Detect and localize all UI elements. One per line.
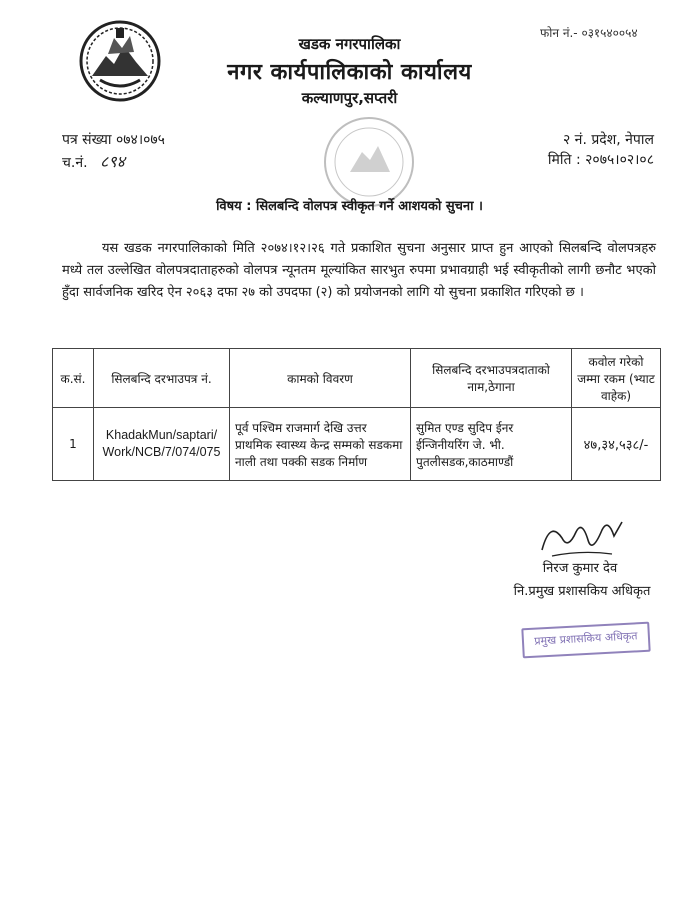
cell-bid-no: KhadakMun/saptari/ Work/NCB/7/074/075 (94, 408, 230, 481)
header-bid-no: सिलबन्दि दरभाउपत्र नं. (94, 349, 230, 408)
bid-table (52, 348, 661, 481)
header-amount: कवोल गरेको जम्मा रकम (भ्याट वाहेक) (572, 349, 661, 408)
province-line: २ नं. प्रदेश, नेपाल (562, 132, 654, 148)
dispatch-number-value: ८९४ (100, 152, 125, 171)
cell-sn: 1 (53, 408, 94, 481)
office-address: कल्याणपुर,सप्तरी (301, 89, 398, 107)
municipality-name: खडक नगरपालिका (298, 35, 401, 53)
table-header-row (53, 349, 661, 408)
office-title: नगर कार्यपालिकाको कार्यालय (227, 60, 472, 85)
cell-amount: ४७,३४,५३८/- (572, 408, 661, 481)
notice-body: यस खडक नगरपालिकाको मिति २०७४।१२।२६ गते प्रकाशित सुचना अनुसार प्राप्त हुन आएको सिलबन्दि वोलपत्रहरु मध्ये तल उल्लेखित वोलपत्रदाताहरुको वोलपत्र न्यूनतम मूल्यांकित सारभुत रुपमा प्रभावग्राही भई स्वीकृतीको लागी छनौट भएको हुँदा सार्वजनिक खरिद ऐन २०६३ दफा २७ को उपदफा (२) को प्रयोजनको लागि यो सुचना प्रकाशित गरिएको छ । (62, 241, 656, 300)
cell-description: पूर्व पश्चिम राजमार्ग देखि उत्तर प्राथमिक स्वास्थ्य केन्द्र सम्मको सडकमा नाली तथा पक्की सडक निर्माण (230, 408, 411, 481)
header-sn: क.सं. (53, 349, 94, 408)
signatory-name: निरज कुमार देव (542, 561, 618, 576)
dispatch-number-label: च.नं. (62, 155, 88, 171)
letter-date: मिति : २०७५।०२।०८ (547, 152, 654, 168)
cell-bidder: सुमित एण्ड सुदिप ईनर ईन्जिनीयरिंग जे. भी. पुतलीसडक,काठमाण्डौं (411, 408, 572, 481)
subject-line: विषय : सिलबन्दि वोलपत्र स्वीकृत गर्ने आशयको सुचना । (216, 199, 483, 214)
rubber-stamp: प्रमुख प्रशासकिय अधिकृत (521, 622, 650, 659)
header-description: कामको विवरण (230, 349, 411, 408)
header-bidder: सिलबन्दि दरभाउपत्रदाताको नाम,ठेगाना (411, 349, 572, 408)
table-row (53, 408, 661, 481)
reference-number: पत्र संख्या ०७४।०७५ (62, 132, 165, 148)
dispatch-number (62, 150, 125, 172)
signatory-title: नि.प्रमुख प्रशासकिय अधिकृत (513, 584, 651, 599)
phone-number: फोन नं.- ०३१५४००५४ (540, 26, 638, 40)
